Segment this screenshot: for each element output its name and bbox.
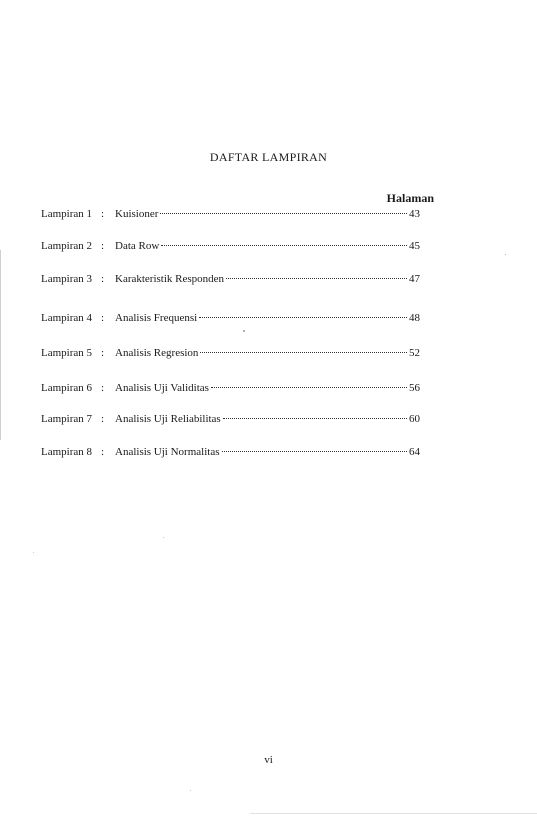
toc-entry-title: Kuisioner [115,208,159,220]
toc-entry-4 [41,312,420,328]
toc-dot-leader [226,278,407,279]
toc-entry-label: Lampiran 1 [41,208,93,220]
toc-entry-page: 48 [409,312,420,324]
toc-entry-separator: : [101,413,105,425]
toc-entry-separator: : [101,446,105,458]
toc-entry-page: 56 [409,382,420,394]
toc-dot-leader [160,213,407,214]
toc-dot-leader [222,451,408,452]
toc-dot-leader [199,317,407,318]
toc-entry-page: 52 [409,347,420,359]
scan-edge-left [0,250,1,440]
toc-entry-label: Lampiran 3 [41,273,93,285]
toc-dot-leader [161,245,407,246]
toc-entry-6 [41,382,420,398]
toc-entry-7 [41,413,420,429]
toc-entry-separator: : [101,382,105,394]
scan-speck [505,254,506,255]
toc-entry-8 [41,446,420,462]
toc-entry-title: Analisis Frequensi [115,312,198,324]
toc-entry-separator: : [101,240,105,252]
toc-entry-separator: : [101,273,105,285]
toc-entry-1 [41,208,420,224]
toc-entry-separator: : [101,312,105,324]
toc-entry-page: 47 [409,273,420,285]
toc-dot-leader [223,418,407,419]
toc-entry-label: Lampiran 6 [41,382,93,394]
toc-entry-title: Analisis Uji Normalitas [115,446,220,458]
toc-entry-label: Lampiran 7 [41,413,93,425]
toc-entry-page: 45 [409,240,420,252]
toc-entry-title: Analisis Uji Reliabilitas [115,413,221,425]
toc-entry-title: Analisis Uji Validitas [115,382,209,394]
toc-entry-label: Lampiran 4 [41,312,93,324]
page-column-header: Halaman [386,191,434,205]
toc-entry-3 [41,273,420,289]
toc-entry-separator: : [101,347,105,359]
toc-entry-page: 43 [409,208,420,220]
scan-speck [33,552,34,553]
toc-entry-title: Karakteristik Responden [115,273,225,285]
toc-entry-separator: : [101,208,105,220]
toc-entry-label: Lampiran 5 [41,347,93,359]
toc-entry-title: Analisis Regresion [115,347,199,359]
toc-entry-page: 60 [409,413,420,425]
toc-dot-leader [211,387,407,388]
scan-speck [243,330,245,332]
page-title: DAFTAR LAMPIRAN [209,150,328,164]
toc-entry-label: Lampiran 8 [41,446,93,458]
scan-edge-bottom [250,813,537,814]
toc-dot-leader [200,352,407,353]
toc-entry-page: 64 [409,446,420,458]
page-number: vi [264,754,273,766]
scan-speck [190,790,191,791]
toc-entry-label: Lampiran 2 [41,240,93,252]
toc-entry-5 [41,347,420,363]
scan-speck [163,537,164,538]
toc-entry-title: Data Row [115,240,160,252]
toc-entry-2 [41,240,420,256]
